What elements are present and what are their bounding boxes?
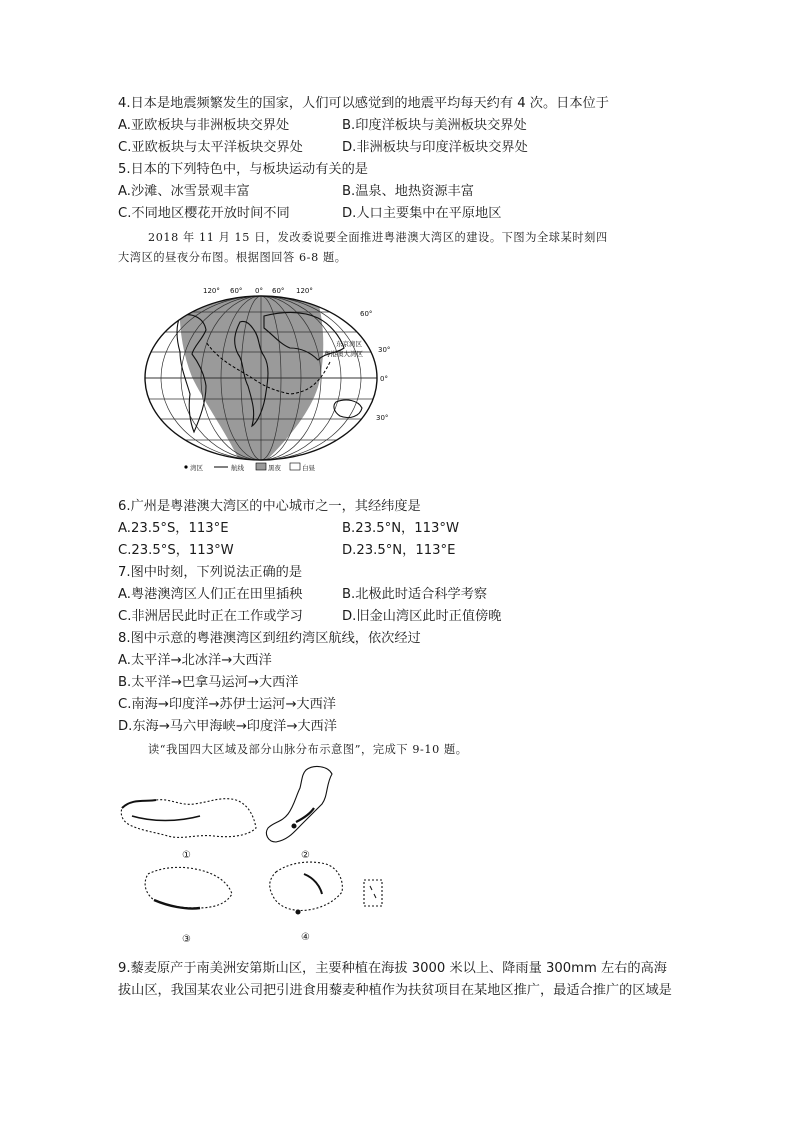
q4-option-b: B.印度洋板块与美洲板块交界处 [342,118,527,133]
q8-option-a: A.太平洋→北冰洋→大西洋 [118,653,272,668]
lon-tick: 0° [255,287,263,295]
svg-text:白昼: 白昼 [302,464,315,472]
q6-stem: 6.广州是粤港澳大湾区的中心城市之一，其经纬度是 [118,499,421,514]
lat-tick: 30° [378,346,391,354]
region-label-2: ② [301,850,310,861]
world-day-night-map [140,282,398,478]
lat-tick: 0° [380,375,388,383]
region-4-outline [270,862,343,910]
region-label-3: ③ [182,934,191,945]
q9-stem: 9.藜麦原产于南美洲安第斯山区，主要种植在海拔 3000 米以上、降雨量 300mm 左右的高海拔山区，我国某农业公司把引进食用藜麦种植作为扶贫项目在某地区推广，最适合推广的区域是 [118,961,672,998]
q7-option-b: B.北极此时适合科学考察 [342,587,488,602]
lon-tick: 60° [272,287,285,295]
q5-option-b: B.温泉、地热资源丰富 [342,184,474,199]
map-label-tokyo-bay: 东京湾区 [336,340,362,348]
q7-option-c: C.非洲居民此时正在工作或学习 [118,609,303,624]
q5-option-a: A.沙滩、冰雪景观丰富 [118,184,250,199]
q4-option-a: A.亚欧板块与非洲板块交界处 [118,118,290,133]
q8-option-c: C.南海→印度洋→苏伊士运河→大西洋 [118,697,336,712]
q8-option-d: D.东海→马六甲海峡→印度洋→大西洋 [118,719,337,734]
q7-stem: 7.图中时刻，下列说法正确的是 [118,565,303,580]
map-legend [184,463,315,472]
q6-option-b: B.23.5°N，113°W [342,521,460,536]
q5-option-c: C.不同地区樱花开放时间不同 [118,206,290,221]
region-2-outline [266,767,332,842]
intro-6-8-line2: 大湾区的昼夜分布图。根据图回答 6-8 题。 [118,251,347,264]
q5-stem: 5.日本的下列特色中，与板块运动有关的是 [118,162,368,177]
intro-6-8-line1: 2018 年 11 月 15 日，发改委说要全面推进粤港澳大湾区的建设。下图为全球某时刻四 [148,231,608,244]
q5-option-d: D.人口主要集中在平原地区 [342,206,502,221]
lon-tick: 120° [203,287,220,295]
q7-option-d: D.旧金山湾区此时正值傍晚 [342,609,502,624]
q8-option-b: B.太平洋→巴拿马运河→大西洋 [118,675,299,690]
q4-stem: 4.日本是地震频繁发生的国家，人们可以感觉到的地震平均每天约有 4 次。日本位于 [118,96,609,111]
lat-tick: 30° [376,414,389,422]
lon-tick: 120° [296,287,313,295]
svg-text:湾区: 湾区 [190,464,203,472]
svg-text:黑夜: 黑夜 [268,464,281,472]
map-label-gba: 粤港澳大湾区 [324,350,363,358]
lon-tick: 60° [230,287,243,295]
q6-option-a: A.23.5°S，113°E [118,521,229,536]
q6-option-c: C.23.5°S，113°W [118,543,234,558]
q7-option-a: A.粤港澳湾区人们正在田里插秧 [118,587,303,602]
q4-option-d: D.非洲板块与印度洋板块交界处 [342,140,528,155]
region-label-4: ④ [301,932,310,943]
q6-option-d: D.23.5°N，113°E [342,543,456,558]
q8-stem: 8.图中示意的粤港澳湾区到纽约湾区航线，依次经过 [118,631,421,646]
china-regions-figure [118,762,398,948]
q4-option-c: C.亚欧板块与太平洋板块交界处 [118,140,303,155]
region-label-1: ① [182,850,191,861]
svg-text:航线: 航线 [231,464,244,472]
intro-9-10: 读“我国四大区域及部分山脉分布示意图”，完成下 9-10 题。 [148,743,468,756]
lat-tick: 60° [360,310,373,318]
